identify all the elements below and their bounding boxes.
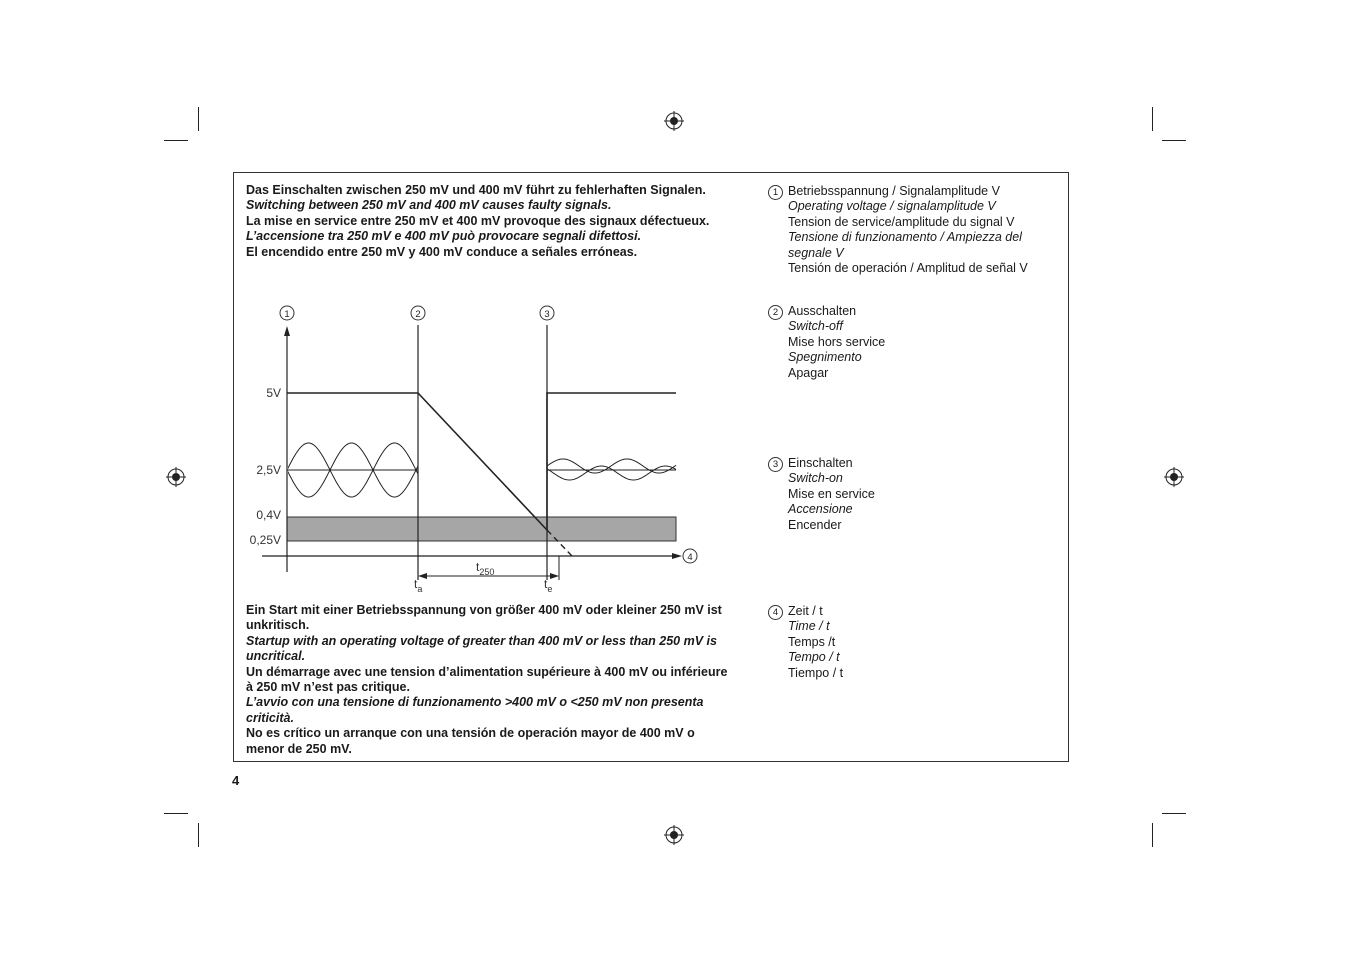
legend-de: Zeit / t xyxy=(788,604,823,618)
signal-sine-c xyxy=(547,459,676,473)
t-e-label: $t_e$ xyxy=(544,577,553,594)
startup-note-fr: Un démarrage avec une tension d’alimentation supérieure à 400 mV ou inférieure à 250 mV n’est pas critique. xyxy=(246,664,728,695)
legend-fr: Tension de service/amplitude du signal V xyxy=(788,214,1015,229)
marker-4-label: 4 xyxy=(687,552,693,563)
startup-note-it: L’avvio con una tensione di funzionamento >400 mV o <250 mV non presenta criticità. xyxy=(246,695,704,725)
legend-fr: Temps /t xyxy=(788,634,836,649)
y-label-2-5v: 2,5V xyxy=(256,463,281,477)
legend-es: Apagar xyxy=(788,365,829,380)
warning-en: Switching between 250 mV and 400 mV causes faulty signals. xyxy=(246,198,612,213)
legend-en: Time / t xyxy=(788,619,830,634)
supply-voltage-on xyxy=(547,393,676,530)
legend-es: Tensión de operación / Amplitud de señal V xyxy=(788,261,1028,276)
y-label-5v: 5V xyxy=(266,386,281,400)
y-label-0-4v: 0,4V xyxy=(256,508,281,522)
y-axis-arrow xyxy=(284,326,290,336)
legend-it: Spegnimento xyxy=(788,350,862,365)
warning-it: L’accensione tra 250 mV e 400 mV può provocare segnali difettosi. xyxy=(246,229,642,244)
t250-arrow-left xyxy=(418,573,427,579)
startup-note-en: Startup with an operating voltage of greater than 400 mV or less than 250 mV is uncritical. xyxy=(246,633,717,664)
warning-es: El encendido entre 250 mV y 400 mV conduce a señales erróneas. xyxy=(246,244,638,259)
t-a-label: $t_a$ xyxy=(414,577,423,594)
t250-arrow-right xyxy=(550,573,559,579)
legend-it: Tempo / t xyxy=(788,650,840,665)
legend-de: Einschalten xyxy=(788,456,853,470)
startup-note xyxy=(246,603,736,757)
legend-en: Switch-off xyxy=(788,319,843,334)
startup-note-de: Ein Start mit einer Betriebsspannung von größer 400 mV oder kleiner 250 mV ist unkritisch. xyxy=(246,603,722,633)
legend-es: Encender xyxy=(788,517,842,532)
legend-it: Tensione di funzionamento / Ampiezza del segnale V xyxy=(788,230,1022,260)
legend-number: 4 xyxy=(768,605,783,620)
legend-item-3 xyxy=(768,456,1038,533)
legend-item-2 xyxy=(768,304,1038,381)
faulty-band xyxy=(287,517,676,541)
legend-de: Ausschalten xyxy=(788,304,857,318)
t-250-label: $t_{250}$ xyxy=(476,560,495,577)
legend-number: 2 xyxy=(768,305,783,320)
page-number: 4 xyxy=(232,773,240,788)
legend-es: Tiempo / t xyxy=(788,665,844,680)
warning-de: Das Einschalten zwischen 250 mV und 400 mV führt zu fehlerhaften Signalen. xyxy=(246,183,706,197)
legend-en: Switch-on xyxy=(788,471,843,486)
marker-1-label: 1 xyxy=(284,309,290,320)
marker-3-label: 3 xyxy=(544,309,550,320)
legend-en: Operating voltage / signalamplitude V xyxy=(788,199,996,214)
legend-de: Betriebsspannung / Signalamplitude V xyxy=(788,184,1000,198)
marker-2-label: 2 xyxy=(415,309,421,320)
y-label-0-25v: 0,25V xyxy=(249,533,281,547)
legend-item-4 xyxy=(768,604,1038,681)
x-axis-arrow xyxy=(672,553,682,559)
legend-fr: Mise hors service xyxy=(788,334,886,349)
legend-number: 1 xyxy=(768,185,783,200)
warning-fr: La mise en service entre 250 mV et 400 mV provoque des signaux défectueux. xyxy=(246,213,710,228)
legend-number: 3 xyxy=(768,457,783,472)
legend-fr: Mise en service xyxy=(788,486,875,501)
legend-item-1 xyxy=(768,184,1038,276)
startup-note-es: No es crítico un arranque con una tensión de operación mayor de 400 mV o menor de 250 mV. xyxy=(246,726,695,756)
legend-it: Accensione xyxy=(788,502,853,517)
